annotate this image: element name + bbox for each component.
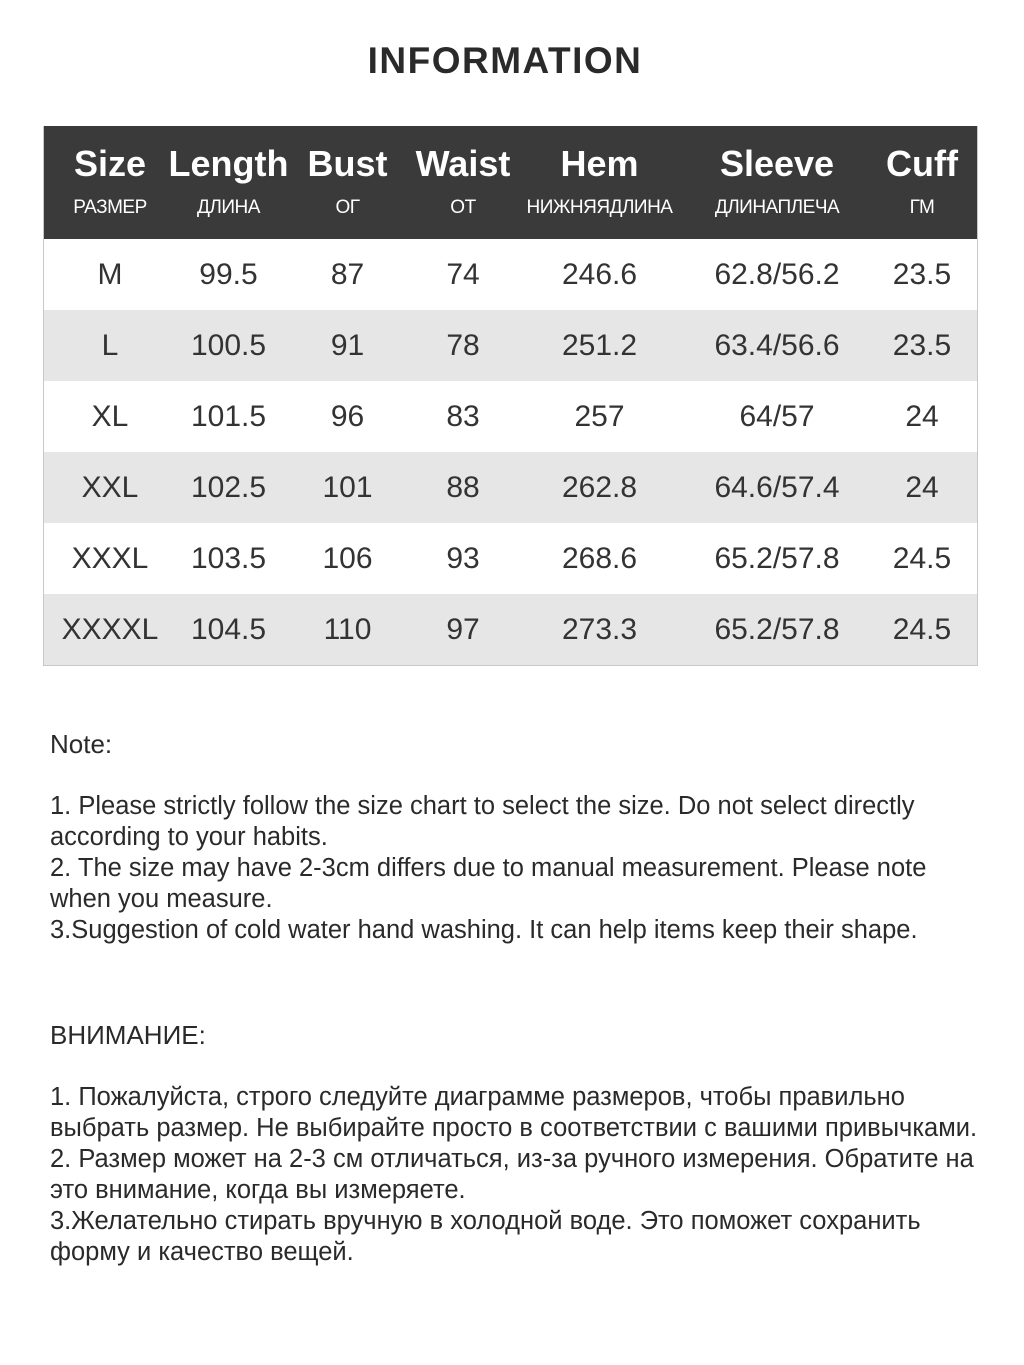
cell-size: M bbox=[97, 257, 123, 291]
header-size bbox=[44, 126, 176, 239]
cell-bust: 106 bbox=[322, 541, 373, 575]
table-row bbox=[44, 239, 977, 310]
cell-waist: 83 bbox=[446, 399, 480, 433]
cell-sleeve: 62.8/56.2 bbox=[714, 257, 840, 291]
table-row bbox=[44, 310, 977, 381]
header-sleeve bbox=[687, 126, 867, 239]
cell-bust: 91 bbox=[330, 328, 365, 362]
cell-size: XXL bbox=[81, 470, 139, 504]
header-sublabel: ДЛИНАПЛЕЧА bbox=[714, 197, 840, 218]
cell-hem: 257 bbox=[574, 399, 625, 433]
note-item: 1. Please strictly follow the size chart to select the size. Do not select directly according to your habits. bbox=[50, 792, 915, 851]
note-heading: Note: bbox=[50, 729, 113, 759]
cell-length: 101.5 bbox=[190, 399, 267, 433]
note-english bbox=[50, 729, 980, 946]
cell-sleeve: 63.4/56.6 bbox=[714, 328, 840, 362]
header-label: Bust bbox=[307, 143, 388, 184]
cell-waist: 97 bbox=[446, 612, 480, 646]
cell-hem: 273.3 bbox=[561, 612, 638, 646]
header-sublabel: ОГ bbox=[335, 197, 360, 218]
header-label: Hem bbox=[560, 143, 639, 184]
header-label: Cuff bbox=[886, 143, 958, 184]
cell-length: 99.5 bbox=[199, 257, 258, 291]
cell-cuff: 24.5 bbox=[892, 612, 952, 646]
header-label: Sleeve bbox=[719, 143, 835, 184]
cell-hem: 262.8 bbox=[561, 470, 638, 504]
header-length bbox=[168, 126, 289, 239]
note-item: 3.Желательно стирать вручную в холодной воде. Это поможет сохранить форму и качество вещей. bbox=[50, 1207, 921, 1266]
header-sublabel: ОТ bbox=[450, 197, 476, 218]
table-row bbox=[44, 381, 977, 452]
cell-cuff: 24 bbox=[905, 399, 939, 433]
cell-waist: 88 bbox=[446, 470, 480, 504]
cell-length: 100.5 bbox=[190, 328, 267, 362]
page-title: INFORMATION bbox=[367, 40, 643, 81]
header-label: Waist bbox=[415, 143, 511, 184]
header-bust bbox=[281, 126, 414, 239]
cell-hem: 251.2 bbox=[561, 328, 638, 362]
header-sublabel: НИЖНЯЯДЛИНА bbox=[526, 197, 673, 218]
note-russian bbox=[50, 1020, 980, 1268]
header-label: Length bbox=[168, 143, 289, 184]
cell-cuff: 24.5 bbox=[892, 541, 952, 575]
header-cuff bbox=[867, 126, 977, 239]
cell-length: 103.5 bbox=[190, 541, 267, 575]
note-item: 1. Пожалуйста, строго следуйте диаграмме размеров, чтобы правильно выбрать размер. Не выбирайте просто в соответствии с вашими привычками. bbox=[50, 1083, 978, 1142]
header-waist bbox=[414, 126, 512, 239]
cell-bust: 87 bbox=[330, 257, 365, 291]
cell-cuff: 23.5 bbox=[892, 257, 952, 291]
table-row bbox=[44, 452, 977, 523]
header-sublabel: ДЛИНА bbox=[197, 197, 260, 218]
note-item: 3.Suggestion of cold water hand washing. It can help items keep their shape. bbox=[50, 916, 918, 944]
size-table bbox=[43, 126, 978, 666]
cell-cuff: 24 bbox=[905, 470, 939, 504]
table-row bbox=[44, 523, 977, 594]
cell-size: XXXL bbox=[71, 541, 149, 575]
cell-sleeve: 64.6/57.4 bbox=[714, 470, 840, 504]
table-row bbox=[44, 594, 977, 665]
note-item: 2. Размер может на 2-3 см отличаться, из-за ручного измерения. Обратите на это внимание, когда вы измеряете. bbox=[50, 1145, 974, 1204]
header-label: Size bbox=[73, 143, 147, 184]
header-sublabel: ГМ bbox=[909, 197, 935, 218]
cell-waist: 78 bbox=[446, 328, 480, 362]
cell-size: XL bbox=[91, 399, 129, 433]
cell-size: XXXXL bbox=[61, 612, 159, 646]
cell-hem: 268.6 bbox=[561, 541, 638, 575]
table-header bbox=[44, 126, 977, 239]
cell-bust: 101 bbox=[322, 470, 373, 504]
cell-waist: 93 bbox=[446, 541, 480, 575]
cell-sleeve: 64/57 bbox=[739, 399, 815, 433]
note-item: 2. The size may have 2-3cm differs due to manual measurement. Please note when you measure. bbox=[50, 854, 927, 913]
note-heading: ВНИМАНИЕ: bbox=[50, 1020, 206, 1050]
cell-sleeve: 65.2/57.8 bbox=[714, 612, 840, 646]
header-sublabel: РАЗМЕР bbox=[73, 197, 147, 218]
cell-cuff: 23.5 bbox=[892, 328, 952, 362]
cell-length: 102.5 bbox=[190, 470, 267, 504]
cell-waist: 74 bbox=[446, 257, 480, 291]
header-hem bbox=[512, 126, 687, 239]
cell-size: L bbox=[101, 328, 119, 362]
cell-bust: 96 bbox=[330, 399, 365, 433]
cell-length: 104.5 bbox=[190, 612, 267, 646]
cell-hem: 246.6 bbox=[561, 257, 638, 291]
cell-bust: 110 bbox=[323, 612, 372, 646]
cell-sleeve: 65.2/57.8 bbox=[714, 541, 840, 575]
